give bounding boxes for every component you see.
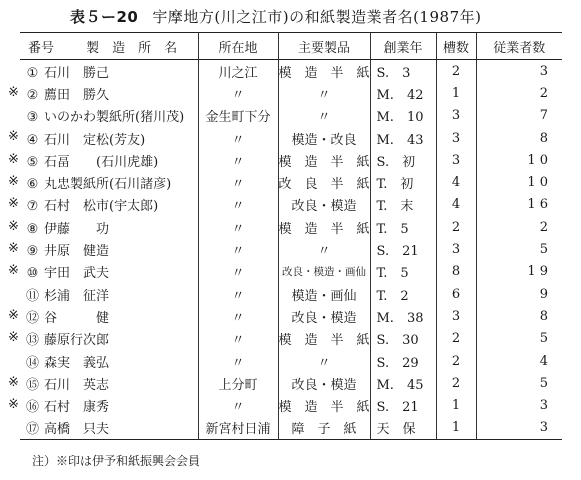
manufacturer-name: 藤原行次郎: [44, 333, 110, 349]
workers-cell: 8: [476, 305, 562, 327]
workers-cell: 1 0: [476, 149, 562, 171]
table-row: [20, 328, 562, 350]
header-location: 所在地: [198, 33, 278, 60]
manufacturer-name: いのかわ製紙所(猪川茂): [44, 110, 185, 126]
vats-cell: 3: [436, 127, 476, 149]
location-cell: 〃: [198, 305, 278, 327]
workers-cell: 1 6: [476, 194, 562, 216]
row-number: ⑥: [26, 177, 39, 193]
name-cell: [20, 216, 198, 238]
product-cell: 模 造 半 紙: [278, 394, 370, 416]
founded-cell: T. 2: [370, 283, 436, 305]
product-cell: 〃: [278, 238, 370, 260]
member-mark: ※: [8, 129, 19, 144]
location-cell: 〃: [198, 149, 278, 171]
vats-cell: 2: [436, 350, 476, 372]
location-cell: 〃: [198, 171, 278, 193]
name-cell: [20, 350, 198, 372]
founded-cell: M. 43: [370, 127, 436, 149]
row-number: ⑧: [26, 221, 39, 237]
name-cell: [20, 127, 198, 149]
manufacturer-name: 石畐 (石川虎雄): [44, 154, 159, 170]
founded-cell: S. 21: [370, 238, 436, 260]
location-cell: 〃: [198, 350, 278, 372]
founded-cell: 天 保: [370, 417, 436, 440]
founded-cell: S. 29: [370, 350, 436, 372]
table-row: [20, 372, 562, 394]
table-row: [20, 149, 562, 171]
table-row: [20, 216, 562, 238]
vats-cell: 3: [436, 149, 476, 171]
row-number: ⑬: [25, 333, 39, 349]
product-cell: 〃: [278, 350, 370, 372]
table-title-text: 宇摩地方(川之江市)の和紙製造業者名(1987年): [152, 8, 482, 26]
founded-cell: T. 末: [370, 194, 436, 216]
vats-cell: 3: [436, 305, 476, 327]
table-row: [20, 60, 562, 83]
manufacturers-table: [20, 32, 562, 440]
table-row: [20, 305, 562, 327]
header-founded: 創業年: [370, 33, 436, 60]
product-cell: 模 造 半 紙: [278, 328, 370, 350]
founded-cell: S. 初: [370, 149, 436, 171]
name-cell: [20, 105, 198, 127]
member-mark: ※: [8, 241, 19, 256]
manufacturer-name: 高橋 只夫: [44, 422, 110, 438]
location-cell: 〃: [198, 194, 278, 216]
name-cell: [20, 417, 198, 440]
manufacturer-name: 谷 健: [44, 310, 110, 326]
location-cell: 〃: [198, 261, 278, 283]
manufacturer-name: 杉浦 征洋: [44, 288, 110, 304]
workers-cell: 3: [476, 394, 562, 416]
table-title: [70, 6, 481, 27]
location-cell: 〃: [198, 216, 278, 238]
product-cell: 模造・改良: [278, 127, 370, 149]
name-cell: [20, 194, 198, 216]
member-mark: ※: [8, 263, 19, 278]
product-cell: 模造・画仙: [278, 283, 370, 305]
founded-cell: S. 30: [370, 328, 436, 350]
name-cell: [20, 328, 198, 350]
founded-cell: S. 3: [370, 60, 436, 83]
name-cell: [20, 283, 198, 305]
workers-cell: 3: [476, 417, 562, 440]
table-row: [20, 350, 562, 372]
vats-cell: 6: [436, 283, 476, 305]
manufacturer-name: 伊藤 功: [44, 221, 110, 237]
location-cell: 新宮村日浦: [198, 417, 278, 440]
location-cell: 金生町下分: [198, 105, 278, 127]
workers-cell: 9: [476, 283, 562, 305]
vats-cell: 4: [436, 194, 476, 216]
vats-cell: 2: [436, 60, 476, 83]
workers-cell: 1 9: [476, 261, 562, 283]
vats-cell: 8: [436, 261, 476, 283]
vats-cell: 3: [436, 238, 476, 260]
row-number: ①: [26, 65, 39, 81]
workers-cell: 4: [476, 350, 562, 372]
row-number: ⑦: [26, 199, 39, 215]
manufacturer-name: 石村 康秀: [44, 400, 110, 416]
vats-cell: 2: [436, 372, 476, 394]
location-cell: 上分町: [198, 372, 278, 394]
manufacturer-name: 森実 義弘: [44, 355, 110, 371]
vats-cell: 1: [436, 82, 476, 104]
member-mark: ※: [8, 196, 19, 211]
table-row: [20, 417, 562, 440]
name-cell: [20, 305, 198, 327]
header-product: 主要製品: [278, 33, 370, 60]
name-cell: [20, 60, 198, 83]
founded-cell: M. 42: [370, 82, 436, 104]
founded-cell: T. 初: [370, 171, 436, 193]
member-mark: ※: [8, 174, 19, 189]
row-number: ⑰: [25, 422, 39, 438]
row-number: ⑤: [26, 154, 39, 170]
workers-cell: 8: [476, 127, 562, 149]
table-row: [20, 194, 562, 216]
table-number: 表５ー20: [70, 8, 139, 26]
name-cell: [20, 171, 198, 193]
product-cell: 改良・模造: [278, 305, 370, 327]
location-cell: 川之江: [198, 60, 278, 83]
name-cell: [20, 149, 198, 171]
founded-cell: S. 21: [370, 394, 436, 416]
header-no: 番号: [28, 40, 55, 56]
name-cell: [20, 394, 198, 416]
manufacturer-name: 薦田 勝久: [44, 87, 110, 103]
member-mark: ※: [8, 330, 19, 345]
row-number: ④: [26, 132, 39, 148]
vats-cell: 3: [436, 105, 476, 127]
product-cell: 〃: [278, 82, 370, 104]
product-cell: 模 造 半 紙: [278, 60, 370, 83]
vats-cell: 2: [436, 216, 476, 238]
footnote: 注）※印は伊予和紙振興会会員: [32, 454, 201, 468]
workers-cell: 2: [476, 82, 562, 104]
table-row: [20, 82, 562, 104]
manufacturer-name: 丸忠製紙所(石川諸彦): [44, 177, 172, 193]
row-number: ⑯: [25, 400, 39, 416]
name-cell: [20, 372, 198, 394]
product-cell: 改良・模造: [278, 194, 370, 216]
member-mark: ※: [8, 308, 19, 323]
manufacturer-name: 宇田 武夫: [44, 266, 110, 282]
product-cell: 模 造 半 紙: [278, 216, 370, 238]
manufacturer-name: 石川 定松(芳友): [44, 132, 146, 148]
vats-cell: 1: [436, 417, 476, 440]
table-row: [20, 171, 562, 193]
location-cell: 〃: [198, 283, 278, 305]
product-cell: 改 良 半 紙: [278, 171, 370, 193]
member-mark: ※: [8, 375, 19, 390]
table-row: [20, 283, 562, 305]
product-cell: 模 造 半 紙: [278, 149, 370, 171]
location-cell: 〃: [198, 238, 278, 260]
row-number: ⑨: [26, 244, 39, 260]
founded-cell: T. 5: [370, 216, 436, 238]
row-number: ⑩: [26, 266, 39, 282]
location-cell: 〃: [198, 82, 278, 104]
manufacturer-name: 石川 英志: [44, 377, 110, 393]
workers-cell: 2: [476, 216, 562, 238]
header-vats: 槽数: [436, 33, 476, 60]
product-cell: 障 子 紙: [278, 417, 370, 440]
location-cell: 〃: [198, 328, 278, 350]
manufacturer-name: 石川 勝己: [44, 65, 110, 81]
founded-cell: M. 38: [370, 305, 436, 327]
manufacturer-name: 井原 健造: [44, 244, 110, 260]
product-cell: 改良・模造・画仙: [278, 261, 370, 283]
manufacturer-name: 石村 松市(宇太郎): [44, 199, 159, 215]
founded-cell: T. 5: [370, 261, 436, 283]
founded-cell: M. 45: [370, 372, 436, 394]
table-row: [20, 105, 562, 127]
header-name: 製 造 所 名: [86, 40, 178, 56]
vats-cell: 4: [436, 171, 476, 193]
location-cell: 〃: [198, 394, 278, 416]
member-mark: ※: [8, 152, 19, 167]
founded-cell: M. 10: [370, 105, 436, 127]
header-workers: 従業者数: [476, 33, 562, 60]
workers-cell: 5: [476, 328, 562, 350]
name-cell: [20, 82, 198, 104]
name-cell: [20, 261, 198, 283]
workers-cell: 5: [476, 372, 562, 394]
product-cell: 〃: [278, 105, 370, 127]
table-row: [20, 238, 562, 260]
row-number: ⑪: [25, 288, 39, 304]
table-row: [20, 394, 562, 416]
row-number: ⑭: [25, 355, 39, 371]
workers-cell: 1 0: [476, 171, 562, 193]
workers-cell: 5: [476, 238, 562, 260]
workers-cell: 7: [476, 105, 562, 127]
member-mark: ※: [8, 219, 19, 234]
table-row: [20, 127, 562, 149]
row-number: ③: [26, 110, 39, 126]
member-mark: ※: [8, 85, 19, 100]
table-row: [20, 261, 562, 283]
workers-cell: 3: [476, 60, 562, 83]
header-row: [20, 33, 562, 60]
location-cell: 〃: [198, 127, 278, 149]
header-no-name: [20, 33, 198, 60]
vats-cell: 2: [436, 328, 476, 350]
row-number: ⑫: [25, 310, 39, 326]
row-number: ②: [26, 87, 39, 103]
row-number: ⑮: [25, 377, 39, 393]
product-cell: 改良・模造: [278, 372, 370, 394]
member-mark: ※: [8, 397, 19, 412]
vats-cell: 1: [436, 394, 476, 416]
name-cell: [20, 238, 198, 260]
